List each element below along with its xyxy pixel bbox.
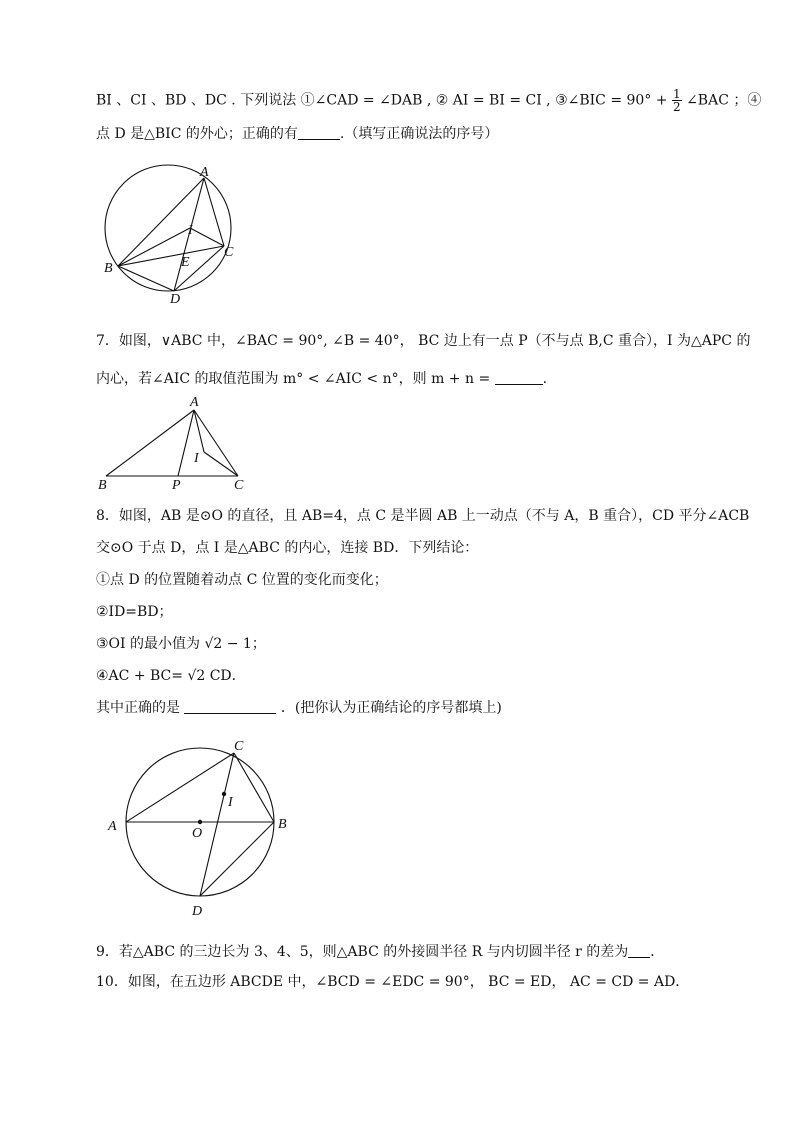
q8-label-C: C — [234, 739, 244, 754]
q6-text-a: BI 、CI 、BD 、DC . 下列说法 ①∠CAD = ∠DAB , ② AI = BI = CI , ③∠BIC = 90° + — [96, 92, 668, 109]
q6-line-1 — [96, 88, 761, 113]
q8-line-2 — [96, 538, 478, 558]
q7-label-I: I — [194, 451, 199, 466]
q8-item-2-text: ②ID=BD； — [96, 604, 173, 620]
q6-text-c: 点 D 是△BIC 的外心；正确的有 — [96, 126, 298, 142]
q7-seg-AC — [194, 410, 238, 476]
q9-text-a: 9．若△ABC 的三边长为 3、4、5，则△ABC 的外接圆半径 R 与内切圆半径 r 的差为 — [96, 944, 629, 960]
q8-text-end-b: ．(把你认为正确结论的序号都填上) — [280, 700, 502, 716]
q6-seg-IC — [190, 228, 224, 246]
q6-frac-num: 1 — [672, 87, 681, 101]
q7-figure — [96, 396, 256, 492]
q10-line — [96, 972, 689, 992]
q6-label-A: A — [200, 165, 209, 180]
q7-text-3: . — [542, 371, 548, 387]
q8-point-O — [198, 820, 202, 824]
q6-frac-den: 2 — [672, 100, 681, 114]
q7-seg-AI — [194, 410, 204, 452]
q8-item-4-text: ④AC + BC= √2 CD． — [96, 668, 246, 684]
q8-item-2 — [96, 602, 173, 622]
q8-item-3 — [96, 634, 266, 654]
q6-label-I: I — [188, 223, 193, 238]
q8-label-B: B — [278, 817, 287, 832]
q8-line-1 — [96, 506, 749, 526]
q6-label-B: B — [104, 261, 113, 276]
q8-item-1 — [96, 570, 388, 590]
q7-line-2 — [96, 369, 547, 389]
q6-label-E: E — [181, 255, 190, 270]
q6-answer-blank[interactable] — [298, 125, 340, 140]
q6-fraction — [672, 88, 682, 113]
q6-label-D: D — [170, 292, 181, 307]
q8-answer-blank[interactable] — [184, 699, 276, 714]
q6-figure — [96, 160, 246, 310]
q6-circle — [105, 165, 231, 291]
q8-label-D: D — [192, 904, 203, 919]
q8-label-A: A — [108, 819, 117, 834]
q8-label-I: I — [228, 795, 233, 810]
q9-text-b: ． — [650, 944, 665, 960]
q7-label-B: B — [98, 478, 107, 492]
q8-point-I — [222, 792, 226, 796]
q7-seg-IC — [204, 452, 238, 476]
q8-line-end — [96, 698, 502, 718]
q10-text: 10．如图，在五边形 ABCDE 中，∠BCD = ∠EDC = 90°， BC = ED， AC = CD = AD． — [96, 974, 690, 990]
q7-answer-blank[interactable] — [495, 370, 543, 385]
q8-seg-BC — [234, 753, 274, 822]
q7-text-2: 内心，若∠AIC 的取值范围为 m° < ∠AIC < n°，则 m + n = — [96, 371, 491, 387]
q7-line-1 — [96, 331, 750, 351]
q8-item-1-text: ①点 D 的位置随着动点 C 位置的变化而变化； — [96, 572, 388, 588]
q8-figure — [96, 732, 306, 922]
q8-seg-AC — [126, 753, 234, 822]
q9-answer-blank[interactable] — [628, 943, 650, 958]
q7-label-C: C — [234, 478, 244, 492]
q6-label-C: C — [224, 245, 234, 260]
q6-seg-AB — [118, 178, 204, 266]
q8-text-1: 8．如图，AB 是⊙O 的直径，且 AB=4，点 C 是半圆 AB 上一动点（不与 A，B 重合），CD 平分∠ACB — [96, 508, 750, 524]
q7-text-1: 7．如图，∨ABC 中，∠BAC = 90°, ∠B = 40°， BC 边上有一点 P（不与点 B,C 重合），I 为△APC 的 — [96, 333, 751, 349]
q8-item-3-text: ③OI 的最小值为 √2 − 1； — [96, 636, 266, 652]
q6-seg-BI — [118, 228, 190, 266]
q8-seg-BD — [200, 822, 274, 896]
q6-line-2 — [96, 124, 498, 144]
q8-text-end-a: 其中正确的是 — [96, 700, 180, 716]
q6-seg-AC — [204, 178, 224, 246]
q8-item-4 — [96, 666, 246, 686]
q9-line — [96, 942, 664, 962]
q6-text-b: ∠BAC ；④ — [686, 92, 762, 109]
q7-label-P: P — [172, 478, 181, 492]
q6-text-d: .（填写正确说法的序号） — [339, 126, 499, 142]
q8-label-O: O — [192, 826, 203, 841]
q7-label-A: A — [190, 396, 199, 410]
q8-text-2: 交⊙O 于点 D，点 I 是△ABC 的内心，连接 BD．下列结论： — [96, 540, 479, 556]
q8-seg-CD — [200, 753, 234, 896]
